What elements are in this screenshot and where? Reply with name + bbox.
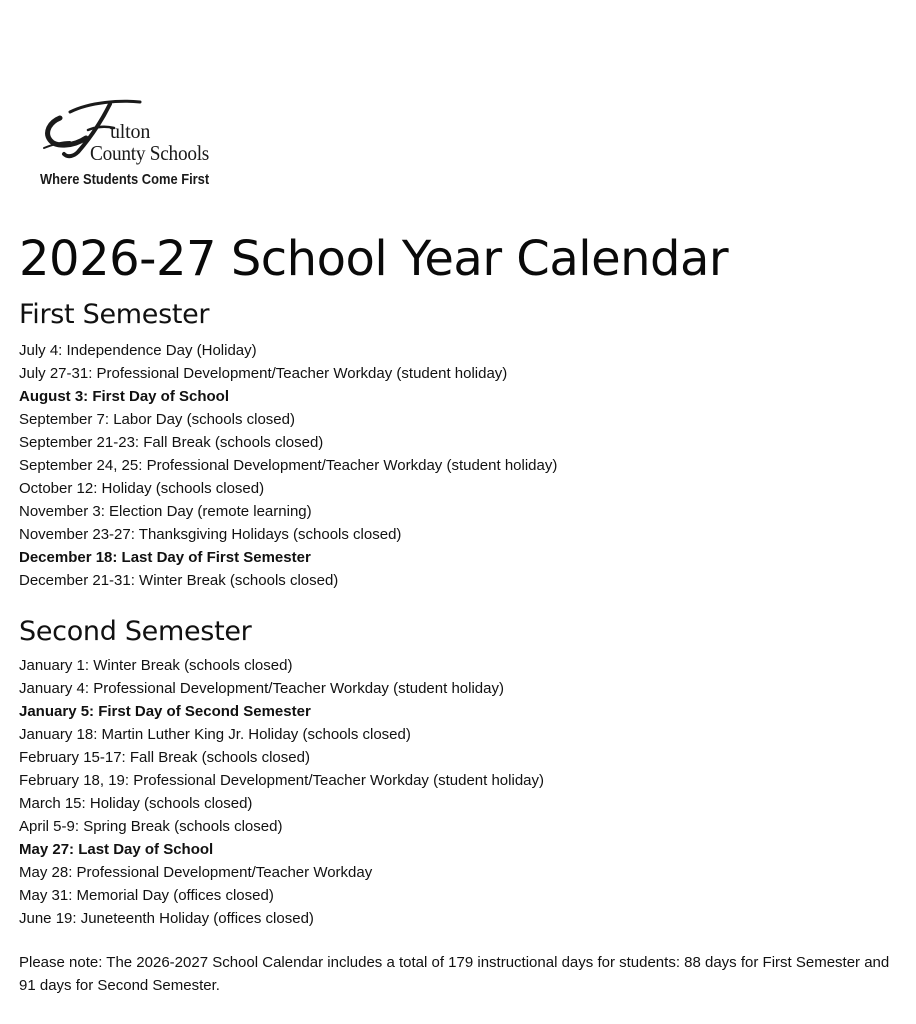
logo-text-line2: County Schools bbox=[90, 141, 210, 165]
calendar-event: December 18: Last Day of First Semester bbox=[19, 549, 311, 566]
calendar-event: December 21-31: Winter Break (schools closed) bbox=[19, 572, 339, 589]
calendar-event: January 4: Professional Development/Teacher Workday (student holiday) bbox=[19, 680, 504, 697]
calendar-event: September 7: Labor Day (schools closed) bbox=[19, 411, 295, 428]
calendar-event: January 1: Winter Break (schools closed) bbox=[19, 657, 293, 674]
calendar-event: January 5: First Day of Second Semester bbox=[19, 703, 311, 720]
page-title: 2026-27 School Year Calendar bbox=[19, 231, 729, 287]
logo-tagline: Where Students Come First bbox=[40, 171, 210, 188]
calendar-event: July 4: Independence Day (Holiday) bbox=[19, 342, 257, 359]
calendar-event: September 21-23: Fall Break (schools closed) bbox=[19, 434, 324, 451]
calendar-event: July 27-31: Professional Development/Teacher Workday (student holiday) bbox=[19, 365, 508, 382]
calendar-event: May 31: Memorial Day (offices closed) bbox=[19, 887, 274, 904]
calendar-event: May 27: Last Day of School bbox=[19, 841, 214, 858]
calendar-event: January 18: Martin Luther King Jr. Holiday (schools closed) bbox=[19, 726, 411, 743]
first-semester-event-list bbox=[19, 339, 557, 592]
calendar-event: August 3: First Day of School bbox=[19, 388, 230, 405]
calendar-event: February 18, 19: Professional Development/Teacher Workday (student holiday) bbox=[19, 772, 544, 789]
calendar-event: February 15-17: Fall Break (schools closed) bbox=[19, 749, 310, 766]
calendar-event: March 15: Holiday (schools closed) bbox=[19, 795, 253, 812]
section-heading-first-semester: First Semester bbox=[19, 299, 210, 330]
second-semester-event-list bbox=[19, 654, 544, 930]
logo-text-line1: ulton bbox=[110, 121, 151, 143]
calendar-event: May 28: Professional Development/Teacher Workday bbox=[19, 864, 373, 881]
calendar-event: October 12: Holiday (schools closed) bbox=[19, 480, 265, 497]
calendar-event: November 23-27: Thanksgiving Holidays (schools closed) bbox=[19, 526, 402, 543]
fulton-county-schools-logo bbox=[40, 96, 240, 196]
calendar-event: June 19: Juneteenth Holiday (offices closed) bbox=[19, 910, 314, 927]
calendar-event: November 3: Election Day (remote learning) bbox=[19, 503, 312, 520]
calendar-event: April 5-9: Spring Break (schools closed) bbox=[19, 818, 283, 835]
section-heading-second-semester: Second Semester bbox=[19, 616, 252, 647]
instructional-days-note: Please note: The 2026-2027 School Calendar includes a total of 179 instructional days for students: 88 days for First Semester and 91 days for Second Semester. bbox=[19, 954, 890, 994]
calendar-event: September 24, 25: Professional Development/Teacher Workday (student holiday) bbox=[19, 457, 558, 474]
